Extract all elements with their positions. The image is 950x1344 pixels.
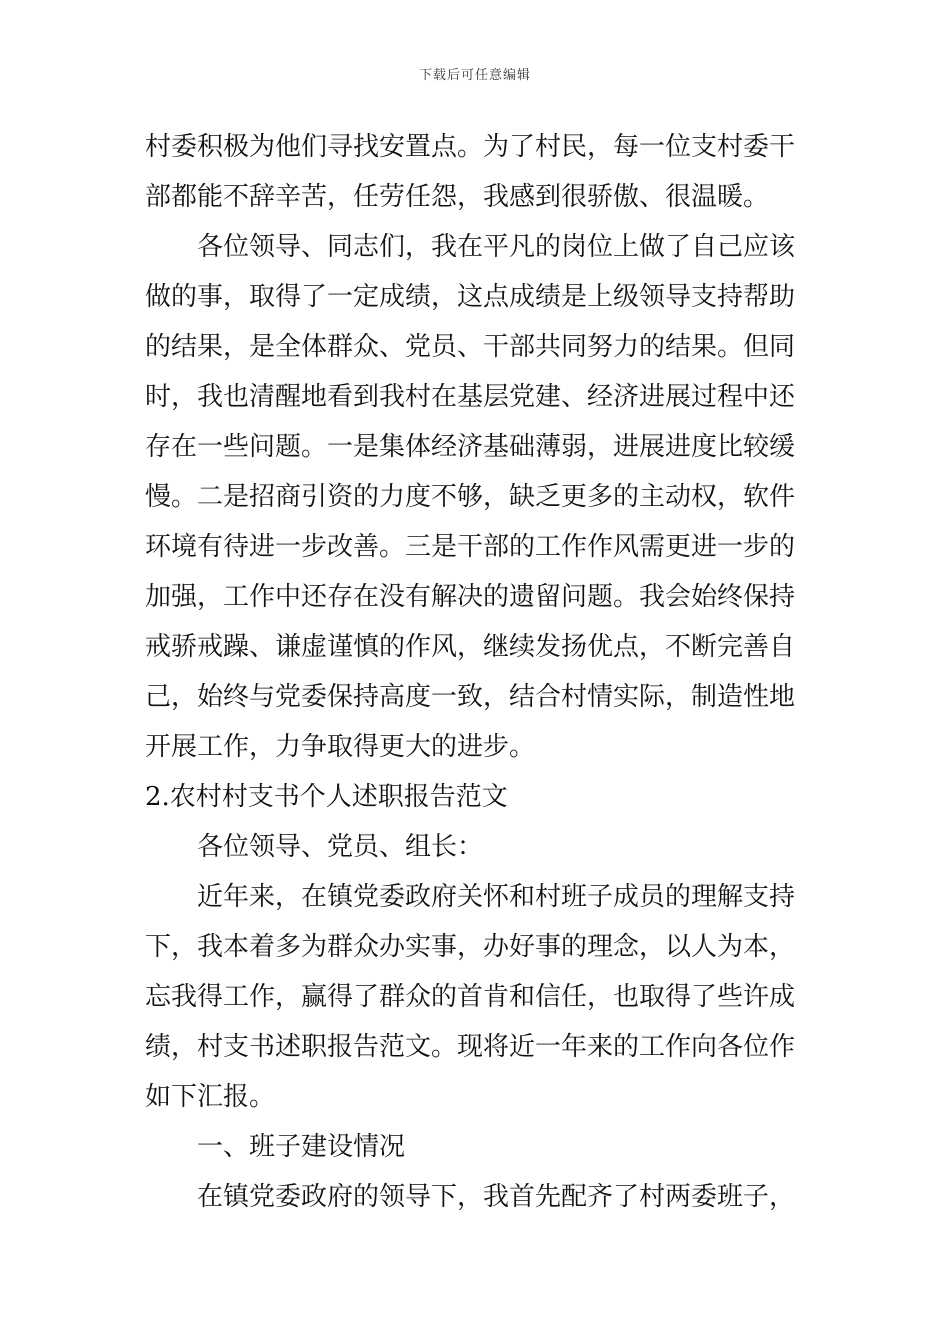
body-line: 加强，工作中还存在没有解决的遗留问题。我会始终保持 <box>145 582 796 612</box>
body-line: 下，我本着多为群众办实事，办好事的理念，以人为本， <box>145 932 796 962</box>
body-line: 开展工作，力争取得更大的进步。 <box>145 732 536 762</box>
body-line: 时，我也清醒地看到我村在基层党建、经济进展过程中还 <box>145 382 796 412</box>
document-body <box>145 122 810 1222</box>
section-heading: 2.农村村支书个人述职报告范文 <box>145 782 508 812</box>
paragraph-start-line: 在镇党委政府的领导下，我首先配齐了村两委班子， <box>197 1182 796 1212</box>
body-line: 忘我得工作，赢得了群众的首肯和信任，也取得了些许成 <box>145 982 796 1012</box>
paragraph-start-line: 各位领导、同志们，我在平凡的岗位上做了自己应该 <box>197 232 796 262</box>
paragraph-start-line: 近年来，在镇党委政府关怀和村班子成员的理解支持 <box>197 882 796 912</box>
body-line: 戒骄戒躁、谦虚谨慎的作风，继续发扬优点，不断完善自 <box>145 632 796 662</box>
body-line: 己，始终与党委保持高度一致，结合村情实际，制造性地 <box>145 682 796 712</box>
body-line: 慢。二是招商引资的力度不够，缺乏更多的主动权，软件 <box>145 482 796 512</box>
page-header-note: 下载后可任意编辑 <box>418 68 531 83</box>
body-line: 村委积极为他们寻找安置点。为了村民，每一位支村委干 <box>145 132 796 162</box>
body-line: 绩，村支书述职报告范文。现将近一年来的工作向各位作 <box>145 1032 796 1062</box>
body-line: 如下汇报。 <box>145 1082 276 1112</box>
body-line: 存在一些问题。一是集体经济基础薄弱，进展进度比较缓 <box>145 432 796 462</box>
salutation: 各位领导、党员、组长： <box>197 832 484 862</box>
subsection-heading: 一、班子建设情况 <box>197 1132 406 1162</box>
body-line: 部都能不辞辛苦，任劳任怨，我感到很骄傲、很温暖。 <box>145 182 770 212</box>
body-line: 的结果，是全体群众、党员、干部共同努力的结果。但同 <box>145 332 796 362</box>
body-line: 环境有待进一步改善。三是干部的工作作风需更进一步的 <box>145 532 796 562</box>
body-line: 做的事，取得了一定成绩，这点成绩是上级领导支持帮助 <box>145 282 796 312</box>
